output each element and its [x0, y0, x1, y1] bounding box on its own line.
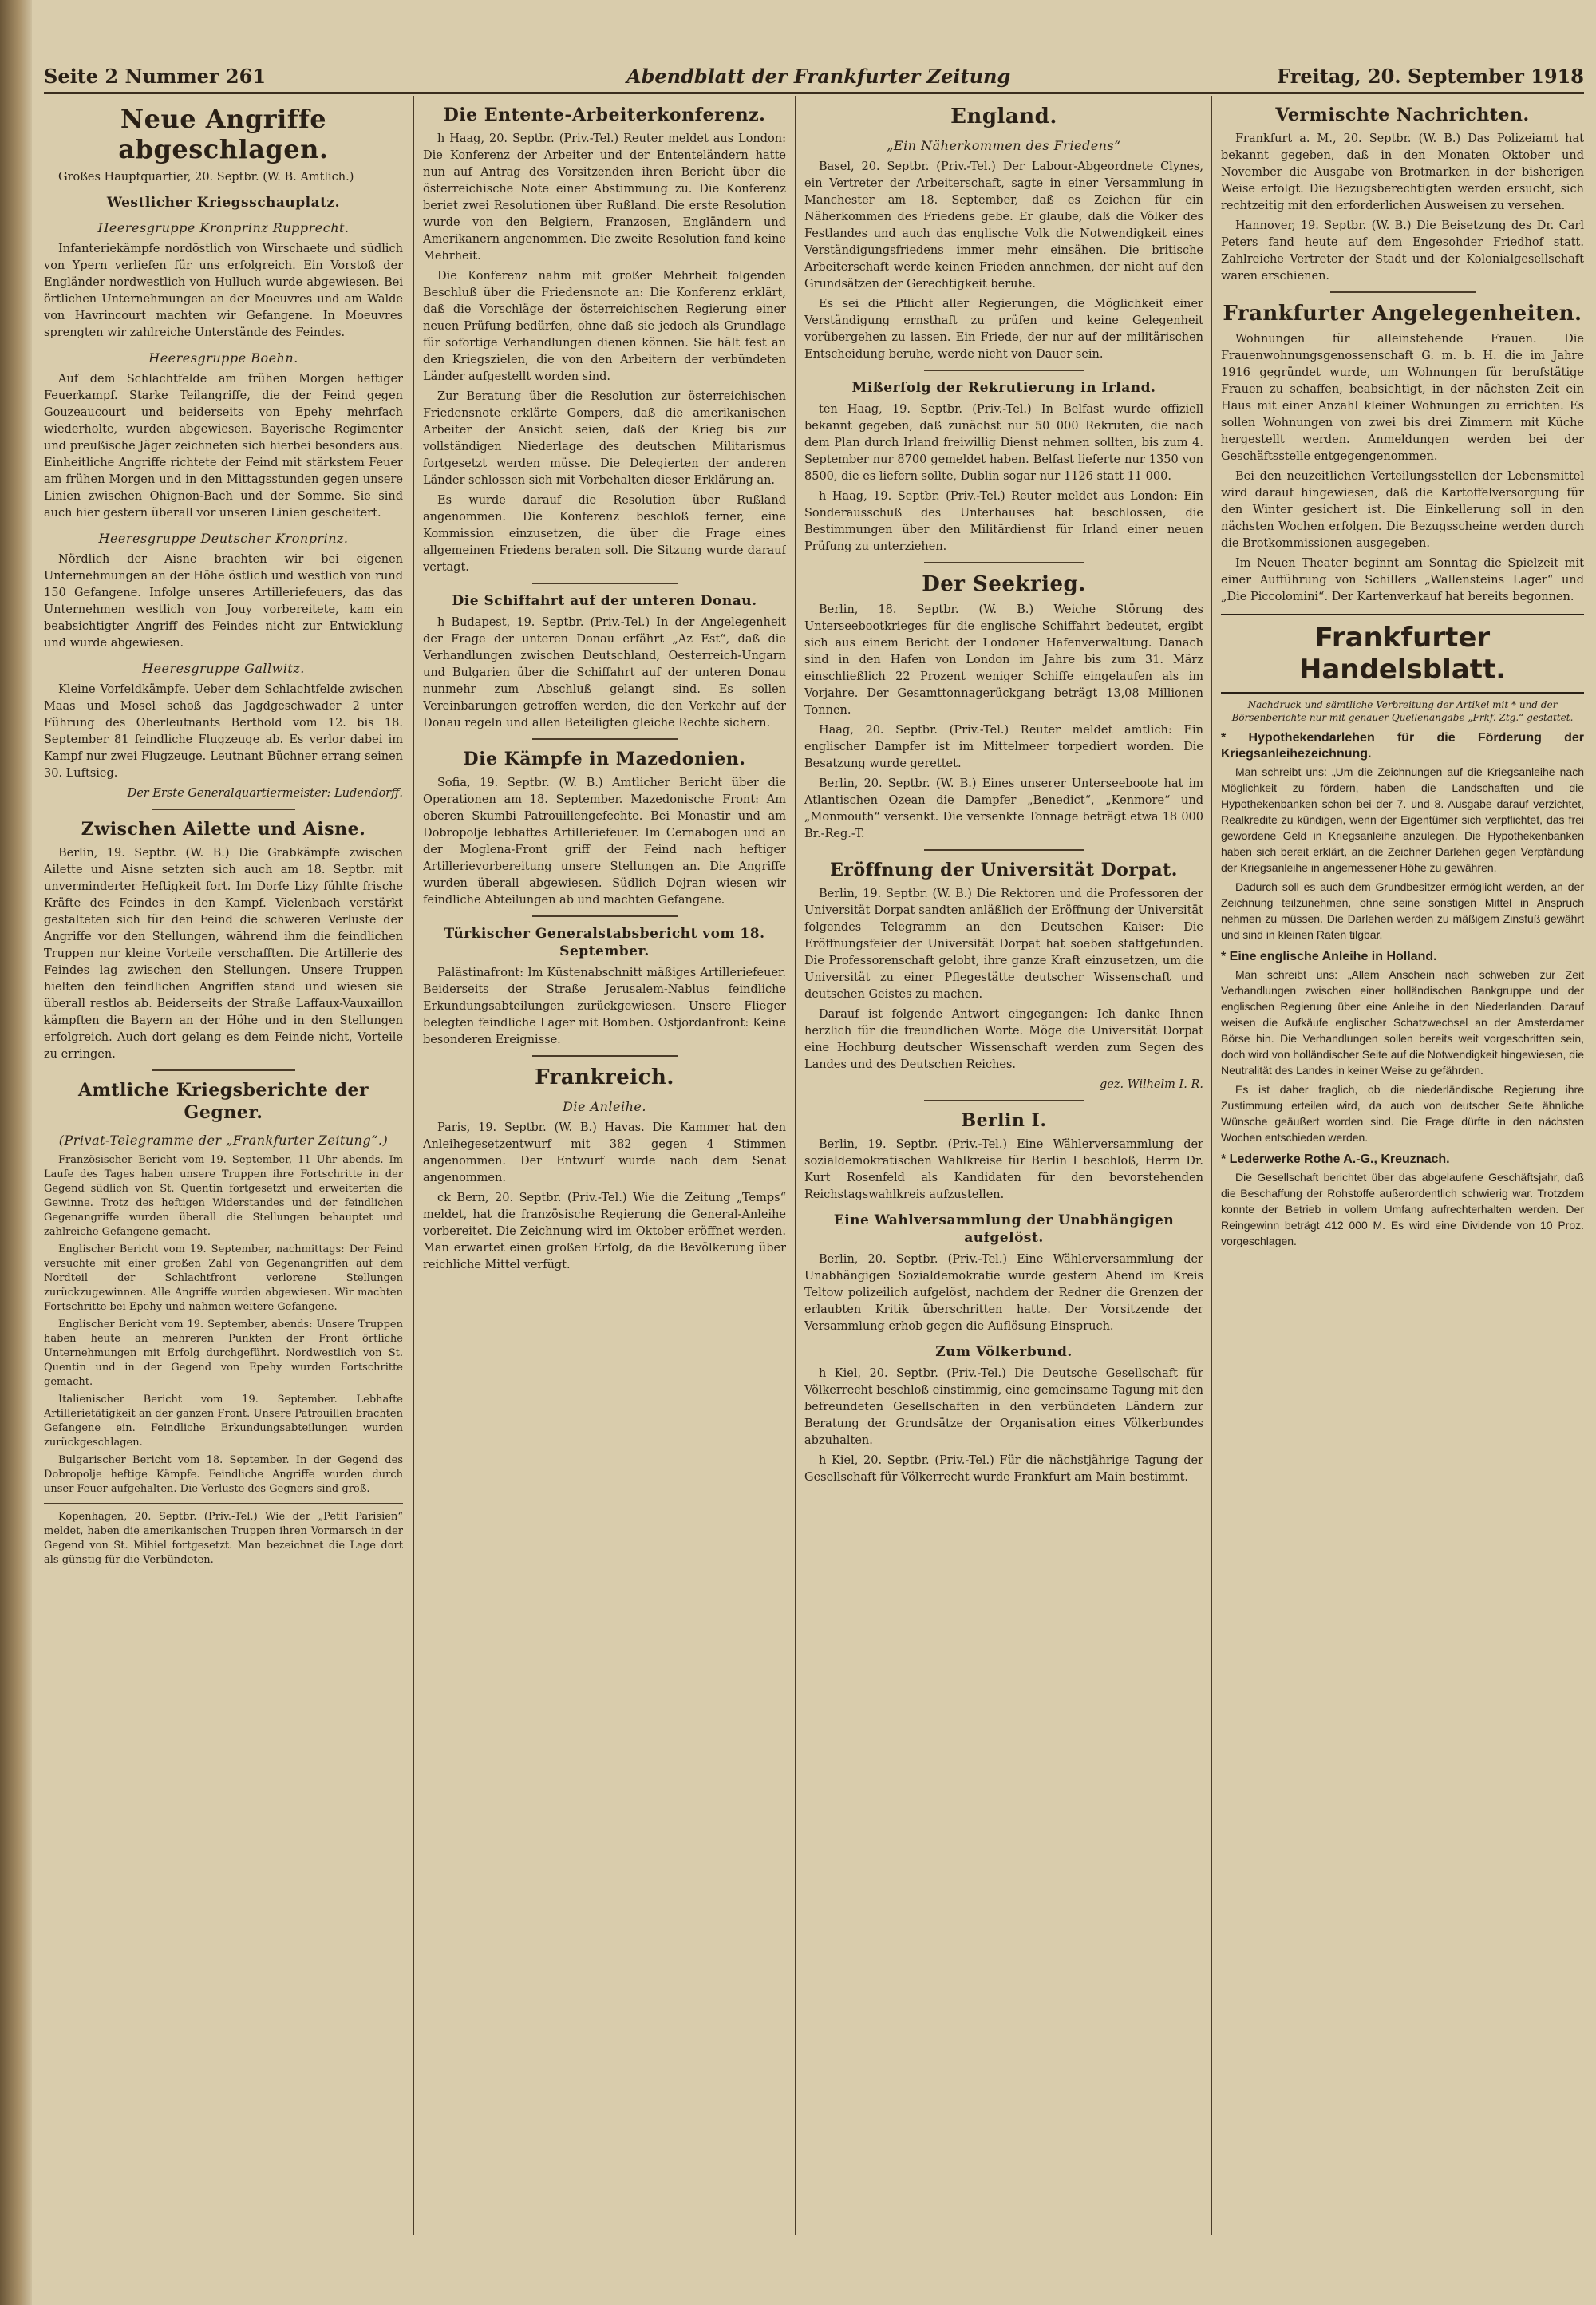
page-header — [44, 60, 1584, 94]
header-page-number: Seite 2 Nummer 261 — [44, 65, 267, 88]
divider — [532, 1055, 678, 1057]
article-paragraph: Hannover, 19. Septbr. (W. B.) Die Beisetzung des Dr. Carl Peters fand heute auf dem Engesohder Friedhof statt. Zahlreiche Vertreter der Stadt und der Kolonialgesellschaft waren erschienen. — [1221, 219, 1584, 283]
section-heading: Der Seekrieg. — [922, 572, 1086, 596]
army-group-label: Heeresgruppe Kronprinz Rupprecht. — [97, 220, 350, 235]
article-paragraph: Berlin, 19. Septbr. (W. B.) Die Grabkämpfe zwischen Ailette und Aisne setzten sich auch am 18. Septbr. mit unverminderter Heftigkeit fort. Im Dorfe Lizy fühlte frische Kräfte des Feindes in den Kampf. Vielenbach verstärkt gestalteten sich für den Feind die schweren Verluste der Angriffe vor den Stellungen, während ihm die feindlichen Truppen nur kleine Vorteile verschafften. Die Artillerie des Feindes lag zwischen den Stellungen. Unsere Truppen hielten den feindlichen Angriffen stand und wiesen sie überall restlos ab. Beiderseits der Straße Laffaux-Vauxaillon kämpften die Bayern an der Höhe und in den Stellungen erfolgreich. Auch dort gelang es dem Feinde nicht, Vorteile zu erringen. — [44, 847, 403, 1061]
article-paragraph: Berlin, 19. Septbr. (W. B.) Die Rektoren und die Professoren der Universität Dorpat sandten anläßlich der Eröffnung der Universität folgendes Telegramm an den Deutschen Kaiser: Die Eröffnungsfeier der Universität Dorpat hat soeben stattgefunden. Die Professorenschaft gelobt, ihre ganze Kraft einzusetzen, um die Universität zu einer Pflegestätte deutscher Wissenschaft und deutschen Geistes zu machen. — [804, 888, 1203, 1001]
divider — [924, 562, 1084, 563]
section-subheading: „Ein Näherkommen des Friedens“ — [887, 138, 1121, 153]
section-heading: Die Kämpfe in Mazedonien. — [463, 749, 746, 769]
article-paragraph: Französischer Bericht vom 19. September, 11 Uhr abends. Im Laufe des Tages haben unsere Truppen ihre Fortschritte in der Gegend südlich von St. Quentin fortgesetzt und erweiterten die Gewinne. Trotz des heftigen Widerstandes und der feindlichen Gegenangriffe wurden überall die Stellungen behauptet und zahlreiche Gefangene gemacht. — [44, 1154, 403, 1238]
article-paragraph: Berlin, 19. Septbr. (Priv.-Tel.) Eine Wählerversammlung der sozialdemokratischen Wahlkreise für Berlin I beschloß, Herrn Dr. Kurt Rosenfeld als Kandidaten für den bevorstehenden Reichstagswahlkreis aufzustellen. — [804, 1138, 1203, 1201]
article-paragraph: ten Haag, 19. Septbr. (Priv.-Tel.) In Belfast wurde offiziell bekannt gegeben, daß zunächst nur 50 000 Rekruten, die nach dem Plan durch Irland freiwillig Dienst nehmen sollten, bis zum 4. September nur 8700 gemeldet haben. Belfast lieferte nur 1350 von 8500, die es liefern sollte, Dublin sogar nur 1126 statt 11 000. — [804, 403, 1203, 483]
divider — [1330, 291, 1476, 293]
section-heading: Mißerfolg der Rekrutierung in Irland. — [851, 380, 1156, 396]
section-subheading: (Privat-Telegramme der „Frankfurter Zeitung“.) — [58, 1133, 389, 1148]
section-heading: Vermischte Nachrichten. — [1275, 105, 1530, 125]
section-heading: Eröffnung der Universität Dorpat. — [830, 860, 1178, 880]
article-paragraph: Es sei die Pflicht aller Regierungen, die Möglichkeit einer Verständigung ernsthaft zu prüfen und keine Gelegenheit vorübergehen zu lassen. Ein Friede, der nur auf der militärischen Entscheidung beruhe, werde nicht von Dauer sein. — [804, 298, 1203, 361]
column-3 — [804, 96, 1203, 2227]
army-group-label: Heeresgruppe Gallwitz. — [142, 661, 305, 676]
header-masthead: Abendblatt der Frankfurter Zeitung — [626, 65, 1011, 88]
divider — [152, 1069, 295, 1071]
divider — [532, 738, 678, 740]
article-paragraph: Kleine Vorfeldkämpfe. Ueber dem Schlachtfelde zwischen Maas und Mosel schoß das Jagdgeschwader 2 unter Führung des Oberleutnants Berthold vom 12. bis 18. September 81 feindliche Flugzeuge ab. Es verlor dabei im Kampf nur zwei Flugzeuge. Leutnant Büchner errang seinen 30. Luftsieg. — [44, 683, 403, 780]
article-paragraph: Berlin, 18. Septbr. (W. B.) Weiche Störung des Unterseebootkrieges für die englische Schiffahrt bedeutet, ergibt sich aus einem Bericht der Londoner Hafenverwaltung. Danach sind in den Hafen von London im Jahre bis zum 31. März einschließlich 22 Prozent weniger Schiffe eingelaufen als im Vorjahre. Der Gesamttonnagerückgang beträgt 13,08 Millionen Tonnen. — [804, 603, 1203, 717]
article-paragraph: h Haag, 20. Septbr. (Priv.-Tel.) Reuter meldet aus London: Die Konferenz der Arbeiter und der Ententeländern hatte nun auf Antrag des Vorsitzenden ihren Bericht über die österreichische Note einer Abstimmung zu. Die Konferenz beriet zwei Resolutionen über Rußland. Die erste Resolution wurde von den Belgiern, Franzosen, Engländern und Amerikanern angenommen. Die zweite Resolution fand keine Mehrheit. — [423, 132, 786, 263]
section-heading: Die Schiffahrt auf der unteren Donau. — [452, 593, 757, 609]
article-paragraph: Frankfurt a. M., 20. Septbr. (W. B.) Das Polizeiamt hat bekannt gegeben, daß in den Monaten Oktober und November die Ausgabe von Brotmarken in der bisherigen Weise erfolgt. Die Bezugsberechtigten werden ersucht, sich rechtzeitig mit den erforderlichen Ausweisen zu versehen. — [1221, 132, 1584, 212]
column-rule — [413, 96, 414, 2235]
section-heading: Amtliche Kriegsberichte der Gegner. — [77, 1080, 369, 1123]
article-paragraph: Die Gesellschaft berichtet über das abgelaufene Geschäftsjahr, daß die Beschaffung der Rohstoffe außerordentlich schwierig war. Trotzdem konnte der Betrieb in vollem Umfang aufrechterhalten werden. Der Reingewinn beträgt 412 000 M. Es wird eine Dividende von 10 Proz. vorgeschlagen. — [1221, 1171, 1584, 1247]
column-rule — [795, 96, 796, 2235]
divider — [532, 583, 678, 584]
divider — [532, 915, 678, 917]
reprint-notice: Nachdruck und sämtliche Verbreitung der Artikel mit * und der Börsenberichte nur mit genauer Quellenangabe „Frkf. Ztg.“ gestattet. — [1231, 699, 1574, 723]
article-title: * Eine englische Anleihe in Holland. — [1221, 950, 1437, 963]
divider — [152, 809, 295, 810]
article-paragraph: h Budapest, 19. Septbr. (Priv.-Tel.) In der Angelegenheit der Frage der unteren Donau erfährt „Az Est“, daß die Verhandlungen zwischen Deutschland, Oesterreich-Ungarn und Bulgarien über die Schiffahrt auf der unteren Donau nunmehr zum Abschluß gelangt sind. Es sollen Vereinbarungen getroffen werden, die den Verkehr auf der Donau regeln und allen Beteiligten gleiche Rechte sichern. — [423, 616, 786, 729]
handelsblatt-masthead: Frankfurter Handelsblatt. — [1221, 614, 1584, 694]
article-paragraph: Berlin, 20. Septbr. (W. B.) Eines unserer Unterseeboote hat im Atlantischen Ozean die Dampfer „Benedict“, „Kenmore“ und „Monmouth“ versenkt. Die versenkte Tonnage beträgt etwa 18 000 Br.-Reg.-T. — [804, 777, 1203, 840]
section-heading: Berlin I. — [961, 1110, 1047, 1131]
article-paragraph: Man schreibt uns: „Um die Zeichnungen auf die Kriegsanleihe nach Möglichkeit zu fördern, haben die Landschaften und die Hypothekenbanken schon bei der 7. und 8. Ausgabe darauf verzichtet, Realkredite zu kündigen, wenn der Eigentümer sich verpflichtet, das frei gewordene Geld in Kriegsanleihe anzulegen. Die Hypothekenbanken haben sich bereit erklärt, an die Zeichner Darlehen gegen Verpfändung der Kriegsanleihe in angemessener Höhe zu gewähren. — [1221, 765, 1584, 874]
article-paragraph: Berlin, 20. Septbr. (Priv.-Tel.) Eine Wählerversammlung der Unabhängigen Sozialdemokratie wurde gestern Abend im Kreis Teltow polizeilich aufgelöst, nachdem der Redner die Grenzen der erlaubten Kritik überschritten hatte. Der Vorsitzende der Versammlung erhob gegen die Auflösung Einspruch. — [804, 1253, 1203, 1333]
article-title: * Hypothekendarlehen für die Förderung der Kriegsanleihezeichnung. — [1221, 731, 1584, 761]
column-rule — [1211, 96, 1212, 2235]
column-1 — [44, 96, 403, 2227]
section-heading: Frankfurter Angelegenheiten. — [1223, 302, 1582, 326]
article-paragraph: Es wurde darauf die Resolution über Rußland angenommen. Die Konferenz beschloß ferner, eine Kommission einzusetzen, die über die Frage eines allgemeinen Friedens beraten soll. Die Sitzung wurde darauf vertagt. — [423, 494, 786, 574]
section-heading: Frankreich. — [535, 1066, 674, 1089]
divider — [924, 1100, 1084, 1101]
page-binding-edge — [0, 0, 32, 2305]
article-paragraph: Englischer Bericht vom 19. September, abends: Unsere Truppen haben heute an mehreren Punkten der Front örtliche Unternehmungen mit Erfolg durchgeführt. Nordwestlich von St. Quentin und in der Gegend von Epehy wurden Fortschritte gemacht. — [44, 1319, 403, 1388]
article-paragraph: h Haag, 19. Septbr. (Priv.-Tel.) Reuter meldet aus London: Ein Sonderausschuß des Unterhauses hat beschlossen, die Bestimmungen über den Militärdienst für Irland einer neuen Prüfung zu unterziehen. — [804, 490, 1203, 553]
article-paragraph: Im Neuen Theater beginnt am Sonntag die Spielzeit mit einer Aufführung von Schillers „Wallensteins Lager“ und „Die Piccolomini“. Der Kartenverkauf hat bereits begonnen. — [1221, 557, 1584, 603]
article-paragraph: Sofia, 19. Septbr. (W. B.) Amtlicher Bericht über die Operationen am 18. September. Mazedonische Front: Am oberen Skumbi Patrouillengefechte. Bei Monastir und am Dobropolje lebhaftes Artilleriefeuer. Im Cernabogen und an der Moglena-Front griff der Feind nach heftiger Artillerievorbereitung unsere Stellungen an. Die Angriffe wurden überall abgewiesen. Südlich Dojran wiesen wir feindliche Abteilungen ab und machten Gefangene. — [423, 777, 786, 907]
article-paragraph: Kopenhagen, 20. Septbr. (Priv.-Tel.) Wie der „Petit Parisien“ meldet, haben die amerikanischen Truppen ihren Vormarsch in der Gegend von St. Mihiel fortgesetzt. Man bezeichnet die Lage dort als günstig für die Verbündeten. — [44, 1511, 403, 1566]
article-paragraph: Palästinafront: Im Küstenabschnitt mäßiges Artilleriefeuer. Beiderseits der Straße Jerusalem-Nablus feindliche Erkundungsabteilungen zurückgewiesen. Unsere Flieger belegten feindliche Lager mit Bomben. Ostjordanfront: Keine besonderen Ereignisse. — [423, 967, 786, 1046]
article-paragraph: ck Bern, 20. Septbr. (Priv.-Tel.) Wie die Zeitung „Temps“ meldet, hat die französische Regierung die General-Anleihe vorbereitet. Die Zeichnung wird im Oktober eröffnet werden. Man erwartet einen großen Erfolg, da die Bevölkerung über reichliche Mittel verfügt. — [423, 1192, 786, 1271]
article-paragraph: Italienischer Bericht vom 19. September. Lebhafte Artillerietätigkeit an der ganzen Front. Unsere Patrouillen brachten Gefangene ein. Feindliche Erkundungsabteilungen wurden zurückgeschlagen. — [44, 1394, 403, 1449]
dateline: Großes Hauptquartier, 20. Septbr. (W. B. Amtlich.) — [58, 171, 354, 184]
article-paragraph: Auf dem Schlachtfelde am frühen Morgen heftiger Feuerkampf. Starke Teilangriffe, die der Feind gegen Gouzeaucourt und beiderseits von Epehy mehrfach wiederholte, wurden abgewiesen. Bayerische Regimenter und preußische Jäger zeichneten sich hierbei besonders aus. Einheitliche Angriffe richtete der Feind mit stärkstem Feuer am frühen Morgen und in den Mittagsstunden gegen unsere Linien zwischen Ohignon-Bach und der Somme. Sie sind auch hier gestern überall vor unseren Linien gescheitert. — [44, 373, 403, 520]
article-paragraph: h Kiel, 20. Septbr. (Priv.-Tel.) Für die nächstjährige Tagung der Gesellschaft für Völkerrecht wurde Frankfurt am Main bestimmt. — [804, 1454, 1203, 1484]
header-date: Freitag, 20. September 1918 — [1277, 65, 1584, 88]
article-paragraph: Bulgarischer Bericht vom 18. September. In der Gegend des Dobropolje heftige Kämpfe. Feindliche Angriffe wurden durch unser Feuer aufgehalten. Die Verluste des Gegners sind groß. — [44, 1454, 403, 1495]
article-paragraph: Es ist daher fraglich, ob die niederländische Regierung ihre Zustimmung erteilen wird, da auch von deutscher Seite ähnliche Wünsche geäußert worden sind. Die Frage dürfte in den nächsten Wochen entschieden werden. — [1221, 1083, 1584, 1144]
signature: Der Erste Generalquartiermeister: Ludendorff. — [127, 787, 403, 800]
article-paragraph: Basel, 20. Septbr. (Priv.-Tel.) Der Labour-Abgeordnete Clynes, ein Vertreter der Arbeiterschaft, sagte in einer Versammlung in Manchester am 18. September, daß es Zeichen für ein Näherkommen des Friedens gebe. Er glaube, daß die Völker des Festlandes und auch das englische Volk die Notwendigkeit eines Verständigungsfriedens immer mehr einsähen. Die britische Arbeiterschaft werde keinen Frieden annehmen, der nicht auf den Grundsätzen der Gerechtigkeit beruhe. — [804, 160, 1203, 291]
section-heading: England. — [950, 105, 1057, 128]
article-title: * Lederwerke Rothe A.-G., Kreuznach. — [1221, 1152, 1450, 1166]
column-2 — [423, 96, 786, 2227]
army-group-label: Heeresgruppe Boehn. — [148, 350, 298, 366]
article-paragraph: Nördlich der Aisne brachten wir bei eigenen Unternehmungen an der Höhe östlich und westlich von rund 150 Gefangene. Infolge unseres Artilleriefeuers, das das Unternehmen westlich von Jouy vorbereitete, kam ein beabsichtigter Angriff des Feindes nicht zur Entwicklung und wurde abgewiesen. — [44, 553, 403, 650]
article-paragraph: Darauf ist folgende Antwort eingegangen: Ich danke Ihnen herzlich für die freundlichen Worte. Möge die Universität Dorpat eine Hochburg deutscher Wissenschaft werden zum Segen des Landes und des Deutschen Reiches. — [804, 1008, 1203, 1071]
article-paragraph: Dadurch soll es auch dem Grundbesitzer ermöglicht werden, an der Zeichnung teilzunehmen, ohne seine sonstigen Mittel in Anspruch nehmen zu müssen. Die Darlehen werden zu mäßigem Zinsfuß gewährt und sind in kleinen Raten tilgbar. — [1221, 880, 1584, 941]
article-paragraph: h Kiel, 20. Septbr. (Priv.-Tel.) Die Deutsche Gesellschaft für Völkerrecht beschloß einstimmig, eine gemeinsame Tagung mit den befreundeten Gesellschaften in den verbündeten Ländern zur Beratung der Grundsätze der Organisation eines Völkerbundes abzuhalten. — [804, 1367, 1203, 1447]
section-heading: Eine Wahlversammlung der Unabhängigen aufgelöst. — [833, 1212, 1175, 1246]
article-paragraph: Englischer Bericht vom 19. September, nachmittags: Der Feind versuchte mit einer großen Zahl von Gegenangriffen auf dem Nordteil der Schlachtfront verlorene Stellungen zurückzugewinnen. Alle Angriffe wurden abgewiesen. Wir machten Fortschritte bei Epehy und nahmen weitere Gefangene. — [44, 1243, 403, 1313]
section-heading: Die Entente-Arbeiterkonferenz. — [443, 105, 766, 125]
article-paragraph: Paris, 19. Septbr. (W. B.) Havas. Die Kammer hat den Anleihegesetzentwurf mit 382 gegen 4 Stimmen angenommen. Der Entwurf wurde nach dem Senat angenommen. — [423, 1121, 786, 1184]
article-paragraph: Die Konferenz nahm mit großer Mehrheit folgenden Beschluß über die Friedensnote an: Die Konferenz erklärt, daß die Vorschläge der österreichischen Regierung einer neuen Prüfung bedürfen, ohne daß sie jedoch als Grundlage für sofortige Verhandlungen dienen können. Sie hält fest an den Kriegszielen, die von den Arbeitern der verbündeten Länder aufgestellt worden sind. — [423, 270, 786, 383]
divider — [924, 849, 1084, 851]
article-paragraph: Bei den neuzeitlichen Verteilungsstellen der Lebensmittel wird darauf hingewiesen, daß die Kartoffelversorgung für den Winter gesichert ist. Die Einkellerung soll in den nächsten Wochen erfolgen. Die Bezugsscheine werden durch die Brotkommissionen ausgegeben. — [1221, 470, 1584, 550]
signature: gez. Wilhelm I. R. — [1099, 1078, 1203, 1091]
column-4 — [1221, 96, 1584, 2227]
article-paragraph: Haag, 20. Septbr. (Priv.-Tel.) Reuter meldet amtlich: Ein englischer Dampfer ist im Mittelmeer torpediert worden. Die Besatzung wurde gerettet. — [804, 724, 1203, 770]
divider — [924, 370, 1084, 371]
section-heading: Zwischen Ailette und Aisne. — [81, 819, 366, 840]
divider — [44, 1503, 403, 1504]
subheading: Westlicher Kriegsschauplatz. — [106, 195, 341, 211]
section-heading: Zum Völkerbund. — [935, 1344, 1073, 1360]
section-subheading: Die Anleihe. — [563, 1099, 646, 1114]
section-heading: Türkischer Generalstabsbericht vom 18. September. — [444, 926, 765, 959]
article-paragraph: Zur Beratung über die Resolution zur österreichischen Friedensnote erklärte Gompers, daß die amerikanischen Arbeiter der Ansicht seien, daß der Krieg bis zur vollständigen Niederlage des deutschen Militarismus fortgesetzt werden müsse. Die Delegierten der anderen Länder schlossen sich mit Vorbehalten dieser Erklärung an. — [423, 390, 786, 487]
headline: Neue Angriffe abgeschlagen. — [118, 104, 329, 164]
army-group-label: Heeresgruppe Deutscher Kronprinz. — [98, 531, 349, 546]
article-paragraph: Infanteriekämpfe nordöstlich von Wirschaete und südlich von Ypern verliefen für uns erfolgreich. Ein Vorstoß der Engländer nordwestlich von Hulluch wurde abgewiesen. Bei örtlichen Unternehmungen an der Moeuvres und am Walde von Havrincourt machten wir Gefangene. In Moeuvres sprengten wir zahlreiche Unterstände des Feindes. — [44, 243, 403, 339]
article-paragraph: Man schreibt uns: „Allem Anschein nach schweben zur Zeit Verhandlungen zwischen einer holländischen Bankgruppe und der englischen Regierung über eine Anleihe in den Niederlanden. Darauf weisen die Aufkäufe englischer Schatzwechsel an der Amsterdamer Börse hin. Die Verhandlungen sollen bereits weit vorgeschritten sein, doch wird von holländischer Seite auf die Notwendigkeit hingewiesen, die Neutralität des Landes in keiner Weise zu gefährden. — [1221, 968, 1584, 1077]
article-paragraph: Wohnungen für alleinstehende Frauen. Die Frauenwohnungsgenossenschaft G. m. b. H. die im Jahre 1916 gegründet wurde, um Wohnungen für berufstätige Frauen zu schaffen, beabsichtigt, in der nächsten Zeit ein Haus mit einer Anzahl kleiner Wohnungen zu errichten. Es sollen Wohnungen von zwei bis drei Zimmern mit Küche hergestellt werden. Anmeldungen werden bei der Geschäftsstelle entgegengenommen. — [1221, 333, 1584, 463]
